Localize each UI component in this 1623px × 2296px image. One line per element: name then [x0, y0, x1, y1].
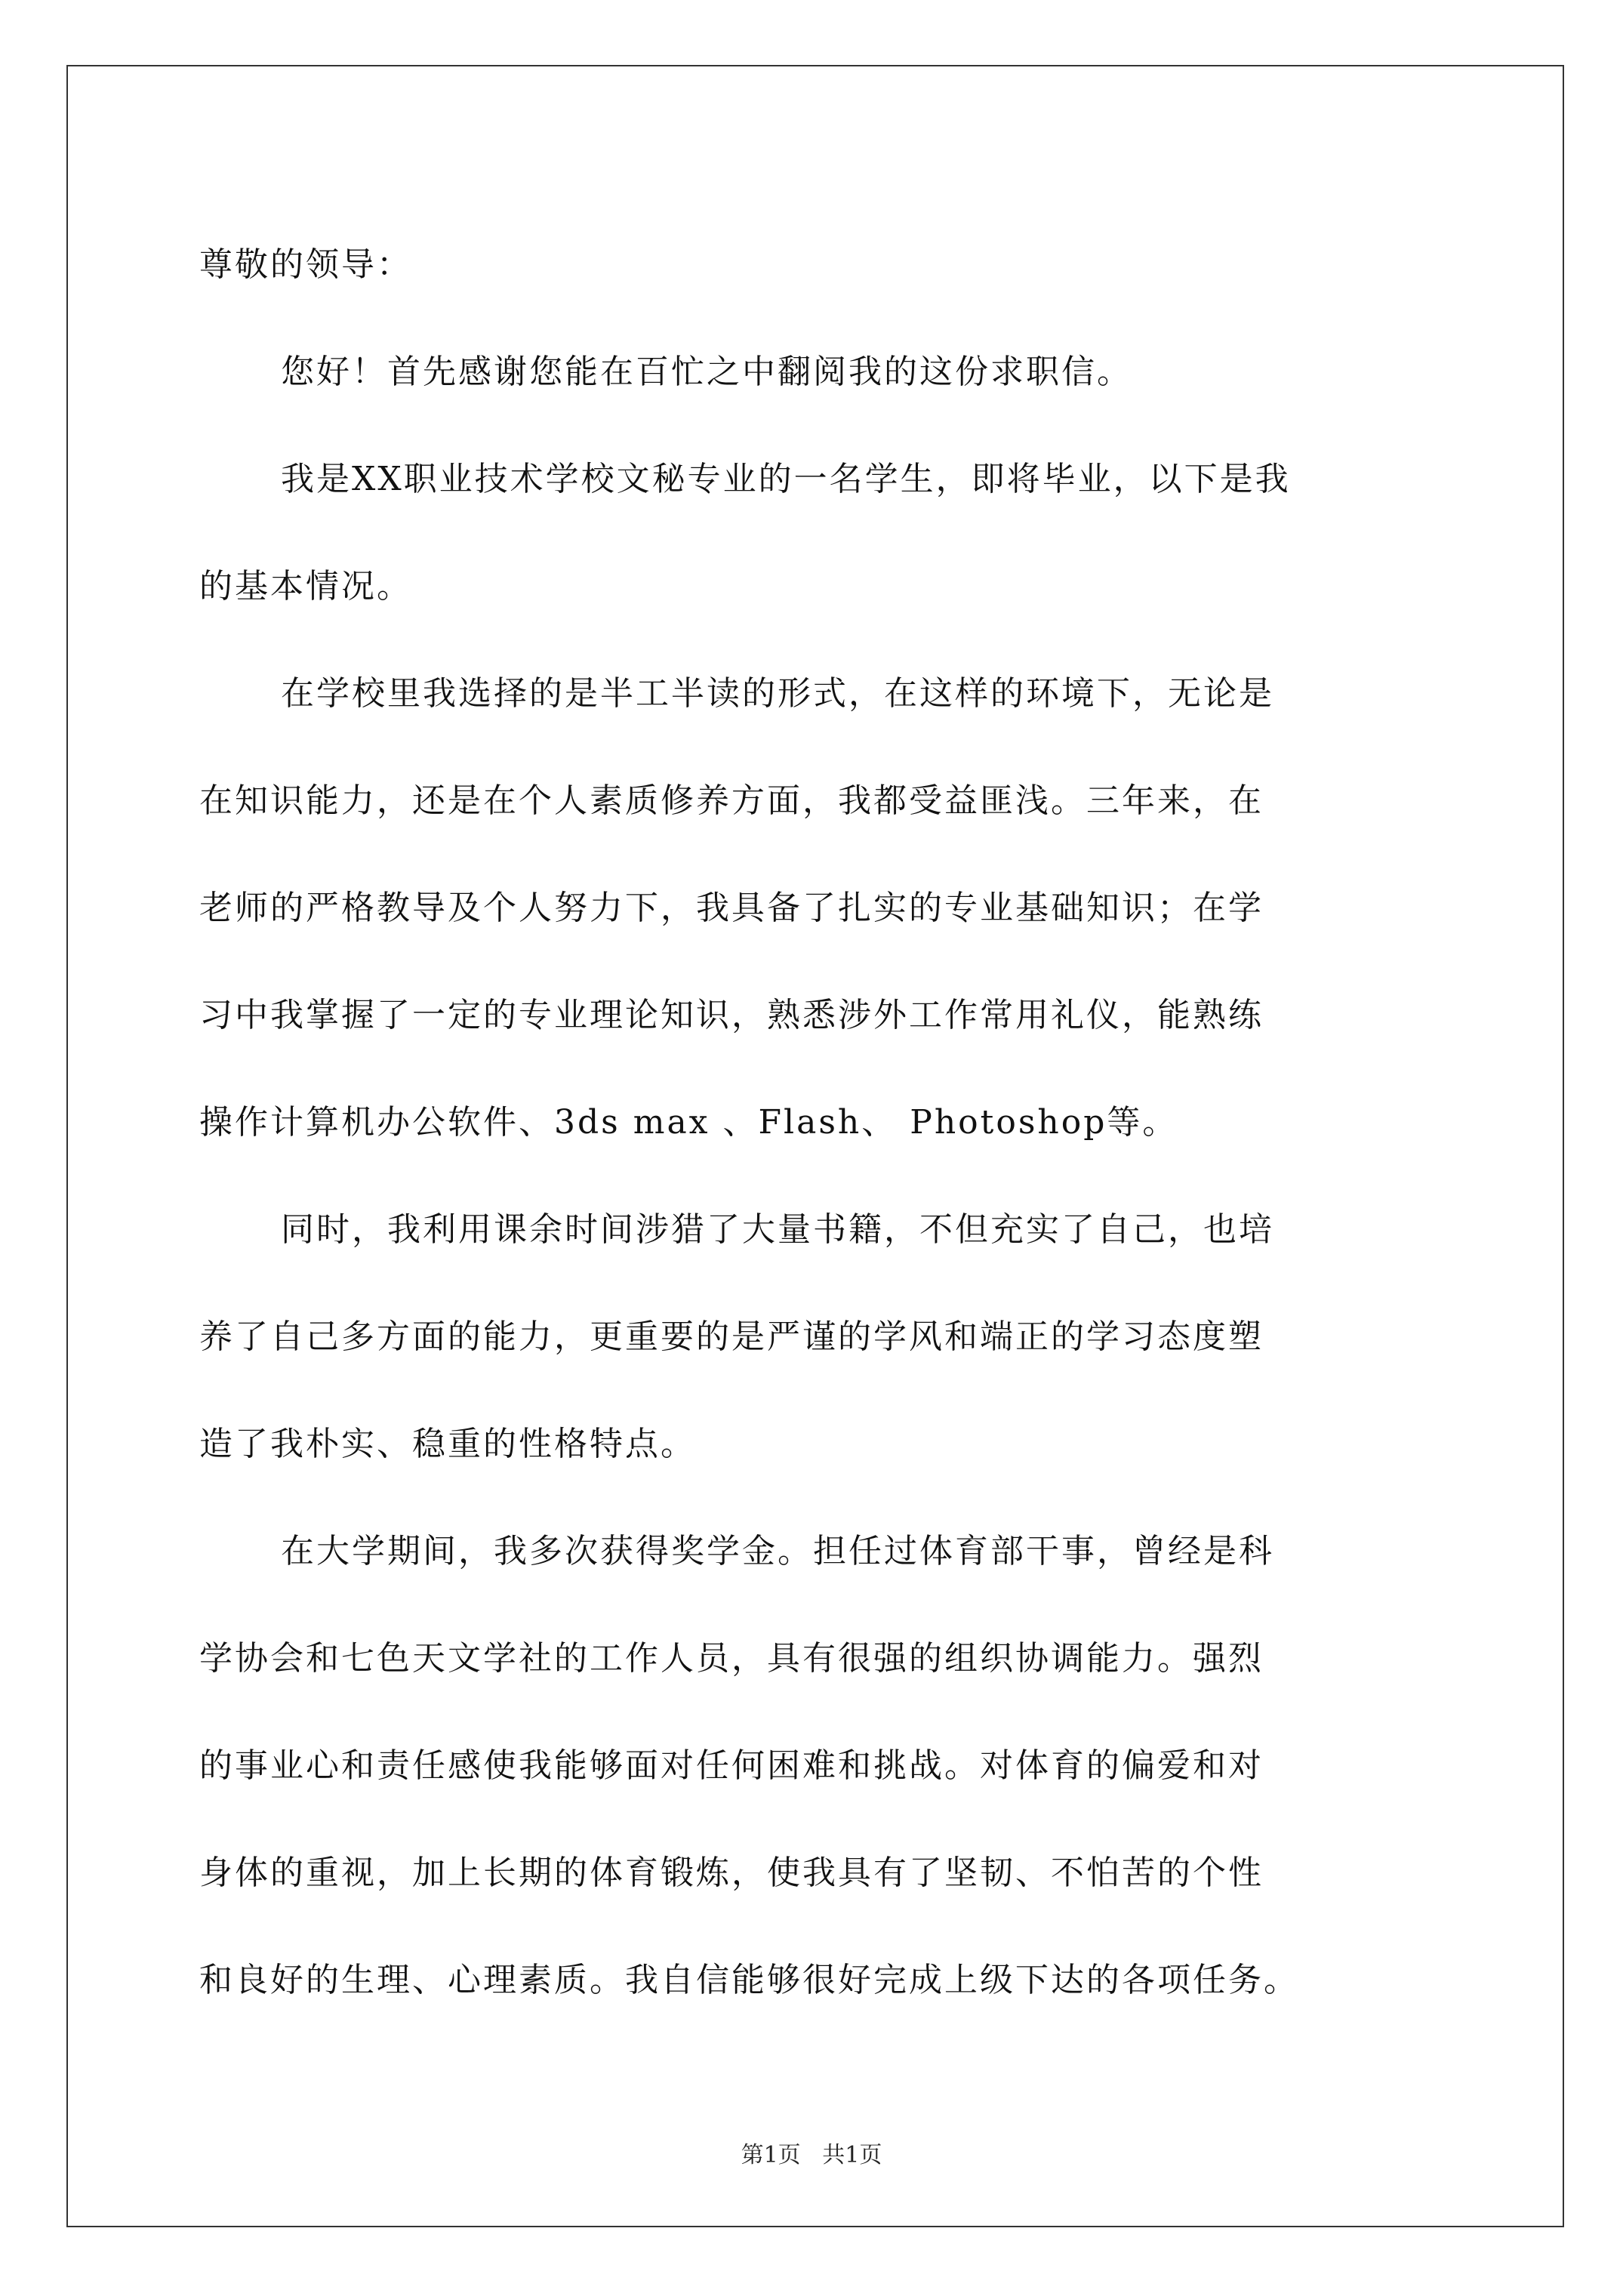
paragraph-line: 习中我掌握了一定的专业理论知识，熟悉涉外工作常用礼仪，能熟练	[199, 996, 1264, 1034]
paragraph-line: 我是XX职业技术学校文秘专业的一名学生，即将毕业，以下是我	[281, 460, 1291, 498]
paragraph-line: 在学校里我选择的是半工半读的形式，在这样的环境下，无论是	[281, 674, 1274, 713]
paragraph-line: 老师的严格教导及个人努力下，我具备了扎实的专业基础知识；在学	[199, 889, 1264, 927]
paragraph-line: 同时，我利用课余时间涉猎了大量书籍，不但充实了自己，也培	[281, 1210, 1274, 1249]
paragraph-line: 在知识能力，还是在个人素质修养方面，我都受益匪浅。三年来，在	[199, 781, 1264, 820]
page-number-footer: 第1页 共1页	[741, 2142, 882, 2168]
paragraph-line: 在大学期间，我多次获得奖学金。担任过体育部干事，曾经是科	[281, 1532, 1274, 1570]
letter-body	[199, 211, 1439, 2034]
paragraph-line: 操作计算机办公软件、3ds max 、Flash、 Photoshop等。	[199, 1103, 1178, 1142]
paragraph-line: 的基本情况。	[199, 567, 412, 606]
salutation-line: 尊敬的领导：	[199, 245, 412, 284]
paragraph-line: 您好！首先感谢您能在百忙之中翻阅我的这份求职信。	[281, 353, 1132, 391]
paragraph-line: 学协会和七色天文学社的工作人员，具有很强的组织协调能力。强烈	[199, 1639, 1264, 1678]
paragraph-line: 养了自己多方面的能力，更重要的是严谨的学风和端正的学习态度塑	[199, 1318, 1264, 1356]
paragraph-line: 和良好的生理、心理素质。我自信能够很好完成上级下达的各项任务。	[199, 1961, 1299, 1999]
paragraph-line: 身体的重视，加上长期的体育锻炼，使我具有了坚韧、不怕苦的个性	[199, 1854, 1264, 1892]
paragraph-line: 的事业心和责任感使我能够面对任何困难和挑战。对体育的偏爱和对	[199, 1746, 1264, 1785]
paragraph-line: 造了我朴实、稳重的性格特点。	[199, 1425, 696, 1463]
